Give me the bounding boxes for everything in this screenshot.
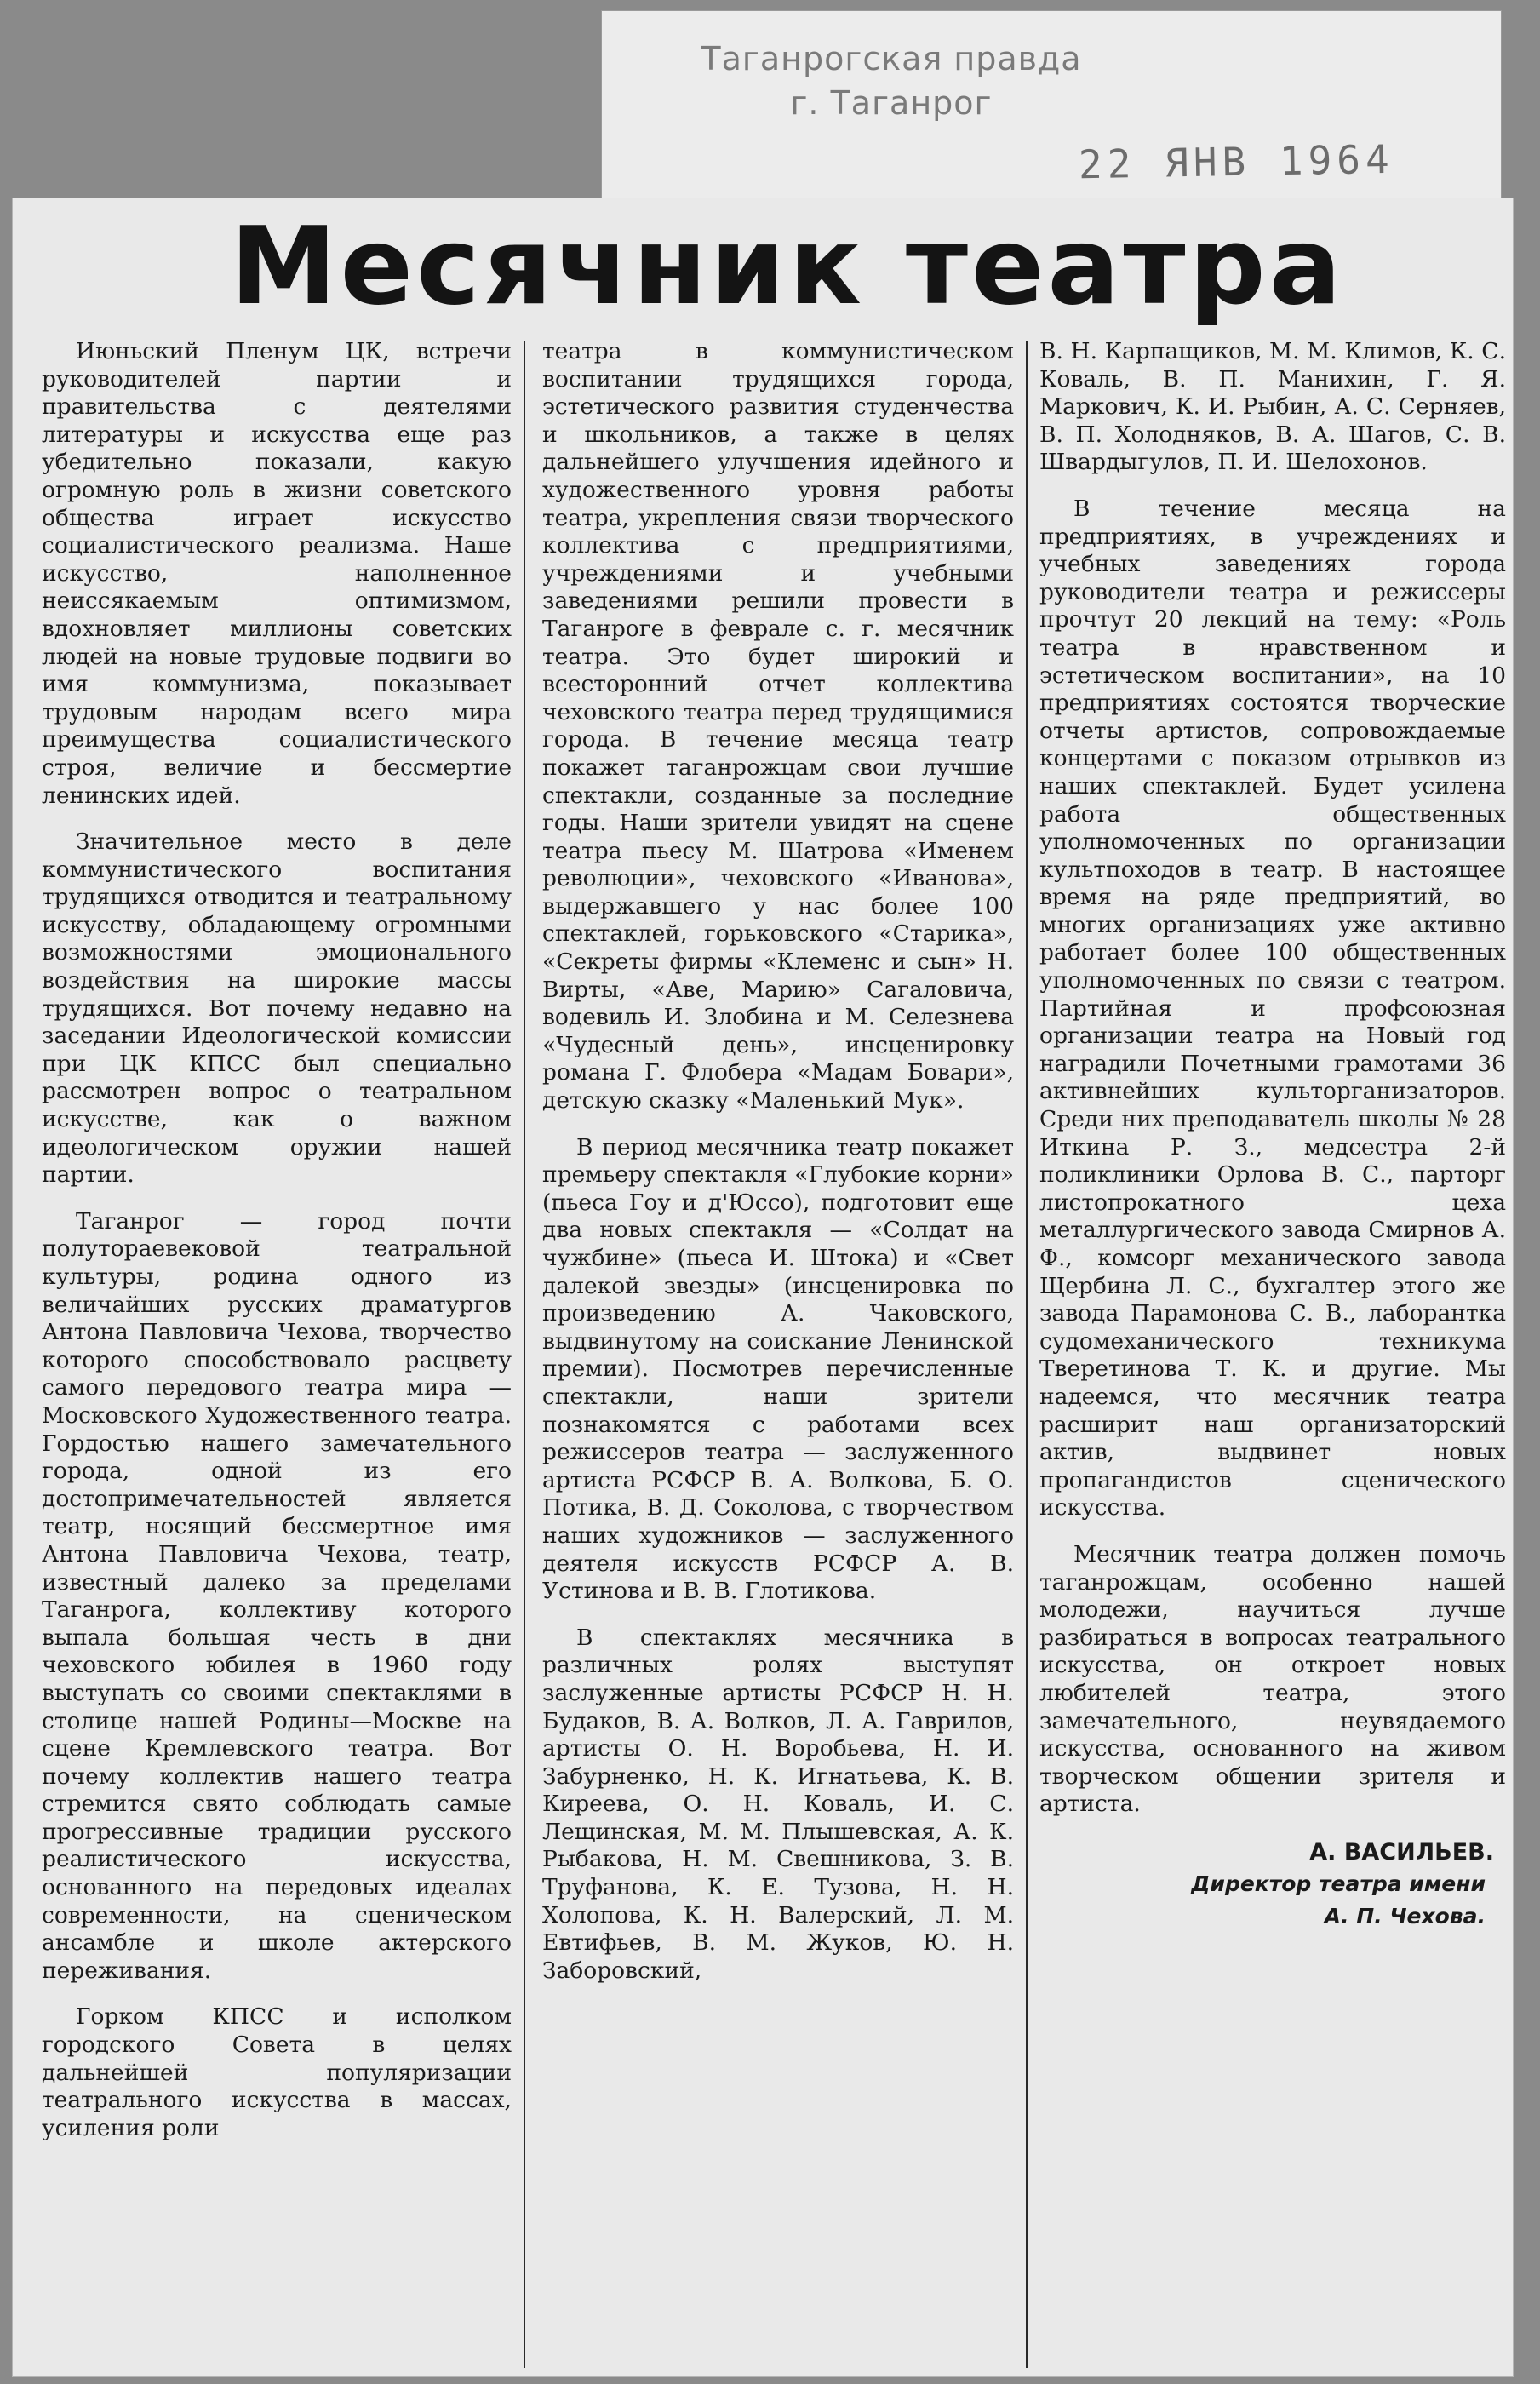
author-name: А. ВАСИЛЬЕВ. [1309, 1838, 1494, 1865]
stamp-city: г. Таганрог [790, 84, 993, 122]
paragraph: В период месячника театр покажет премьеру спектакля «Глубокие корни» (пьеса Гоу и д'Юссо), подготовит еще два новых спектакля — «Солдат на чужбине» (пьеса И. Штока) и «Свет далекой звезды» (инсценировка по произведению А. Чаковского, выдвинутому на соискание Ленинской премии). Посмотрев перечисленные спектакли, наши зрители познакомятся с работами всех режиссеров театра — заслуженного артиста РСФСР В. А. Волкова, Б. О. Потика, В. Д. Соколова, с творчеством наших художников — заслуженного деятеля искусств РСФСР А. В. Устинова и В. В. Глотикова. [542, 1133, 1014, 1605]
paragraph: Июньский Пленум ЦК, встречи руководителей партии и правительства с деятелями литературы и искусства еще раз убедительно показали, какую огромную роль в жизни советского общества играет искусство социалистического реализма. Наше искусство, наполненное неиссякаемым оптимизмом, вдохновляет миллионы советских людей на новые трудовые подвиги во имя коммунизма, показывает трудовым народам всего мира преимущества социалистического строя, величие и бессмертие ленинских идей. [42, 338, 512, 809]
author-title-line-1: Директор театра имени [1191, 1871, 1486, 1896]
newspaper-clipping [12, 198, 1514, 2377]
paragraph: В течение месяца на предприятиях, в учреждениях и учебных заведениях города руководители театра и режиссеры прочтут 20 лекций на тему: «Роль театра в нравственном и эстетическом воспитании», на 10 предприятиях состоятся творческие отчеты артистов, сопровождаемые концертами с показом отрывков из наших спектаклей. Будет усилена работа общественных уполномоченных по организации культпоходов в театр. В настоящее время на ряде предприятий, во многих организациях уже активно работает более 100 общественных уполномоченных по связи с театром. Партийная и профсоюзная организации театра на Новый год наградили Почетными грамотами 36 активнейших культорганизаторов. Среди них преподаватель школы № 28 Иткина Р. З., медсестра 2-й поликлиники Орлова В. С., парторг листопрокатного цеха металлургического завода Смирнов А. Ф., комсорг механического завода Щербина Л. С., бухгалтер этого же завода Парамонова С. В., лаборантка судомеханического техникума Тверетинова Т. К. и другие. Мы надеемся, что месячник театра расширит наш организаторский актив, выдвинет новых пропагандистов сценического искусства. [1039, 495, 1506, 1522]
article-column-1 [42, 338, 512, 2161]
paragraph: театра в коммунистическом воспитании трудящихся города, эстетического развития студенчества и школьников, а также в целях дальнейшего улучшения идейного и художественного уровня работы театра, укрепления связи творческого коллектива с предприятиями, учреждениями и учебными заведениями решили провести в Таганроге в феврале с. г. месячник театра. Это будет широкий и всесторонний отчет коллектива чеховского театра перед трудящимися города. В течение месяца театр покажет таганрожцам свои лучшие спектакли, созданные за последние годы. Наши зрители увидят на сцене театра пьесу М. Шатрова «Именем революции», чеховского «Иванова», выдержавшего у нас более 100 спектаклей, горьковского «Старика», «Секреты фирмы «Клеменс и сын» Н. Вирты, «Аве, Марию» Сагаловича, водевиль И. Злобина и М. Селезнева «Чудесный день», инсценировку романа Г. Флобера «Мадам Бовари», детскую сказку «Маленький Мук». [542, 338, 1014, 1115]
stamp-paper-name [636, 37, 1147, 125]
paragraph: В спектаклях месячника в различных ролях выступят заслуженные артисты РСФСР Н. Н. Будаков, В. А. Волков, Л. А. Гаврилов, артисты О. Н. Воробьева, Н. И. Забурненко, Н. К. Игнатьева, К. В. Киреева, О. Н. Коваль, И. С. Лещинская, М. М. Плышевская, А. К. Рыбакова, Н. М. Свешникова, З. В. Труфанова, К. Е. Тузова, Н. Н. Холопова, К. Н. Валерский, Л. М. Евтифьев, В. М. Жуков, Ю. Н. Заборовский, [542, 1624, 1014, 1984]
stamp-date: 22 ЯНВ 1964 [1078, 135, 1395, 188]
author-title [1039, 1868, 1506, 1933]
paragraph: В. Н. Карпащиков, М. М. Климов, К. С. Коваль, В. П. Манихин, Г. Я. Маркович, К. И. Рыбин, А. С. Серняев, В. П. Холодняков, В. А. Шагов, С. В. Швардыгулов, П. И. Шелохонов. [1039, 338, 1506, 476]
article-column-3 [1039, 338, 1506, 1933]
paragraph: Таганрог — город почти полутораевековой театральной культуры, родина одного из величайших русских драматургов Антона Павловича Чехова, творчество которого способствовало расцвету самого передового театра мира — Московского Художественного театра. Гордостью нашего замечательного города, одной из его достопримечательностей является театр, носящий бессмертное имя Антона Павловича Чехова, театр, известный далеко за пределами Таганрога, коллективу которого выпала большая честь в дни чеховского юбилея в 1960 году выступать со своими спектаклями в столице нашей Родины—Москве на сцене Кремлевского театра. Вот почему коллектив нашего театра стремится свято соблюдать самые прогрессивные традиции русского реалистического искусства, основанного на передовых идеалах современности, на сценическом ансамбле и школе актерского переживания. [42, 1207, 512, 1984]
paragraph: Месячник театра должен помочь таганрожцам, особенно нашей молодежи, научиться лучше разбираться в вопросах театрального искусства, он откроет новых любителей театра, этого замечательного, неувядаемого искусства, основанного на живом творческом общении зрителя и артиста. [1039, 1540, 1506, 1818]
column-divider-1 [524, 341, 525, 2368]
article-headline: Месячник театра [230, 203, 1345, 329]
column-divider-2 [1026, 341, 1028, 2368]
author-title-line-2: А. П. Чехова. [1324, 1903, 1486, 1928]
paragraph: Горком КПСС и исполком городского Совета в целях дальнейшей популяризации театрального искусства в массах, усиления роли [42, 2003, 512, 2141]
stamp-paper-title: Таганрогская правда [701, 40, 1082, 77]
paragraph: Значительное место в деле коммунистического воспитания трудящихся отводится и театральному искусству, обладающему огромными возможностями эмоционального воздействия на широкие массы трудящихся. Вот почему недавно на заседании Идеологической комиссии при ЦК КПСС был специально рассмотрен вопрос о театральном искусстве, как о важном идеологическом оружии нашей партии. [42, 828, 512, 1189]
article-column-2 [542, 338, 1014, 2003]
newspaper-date-stamp [601, 10, 1502, 213]
